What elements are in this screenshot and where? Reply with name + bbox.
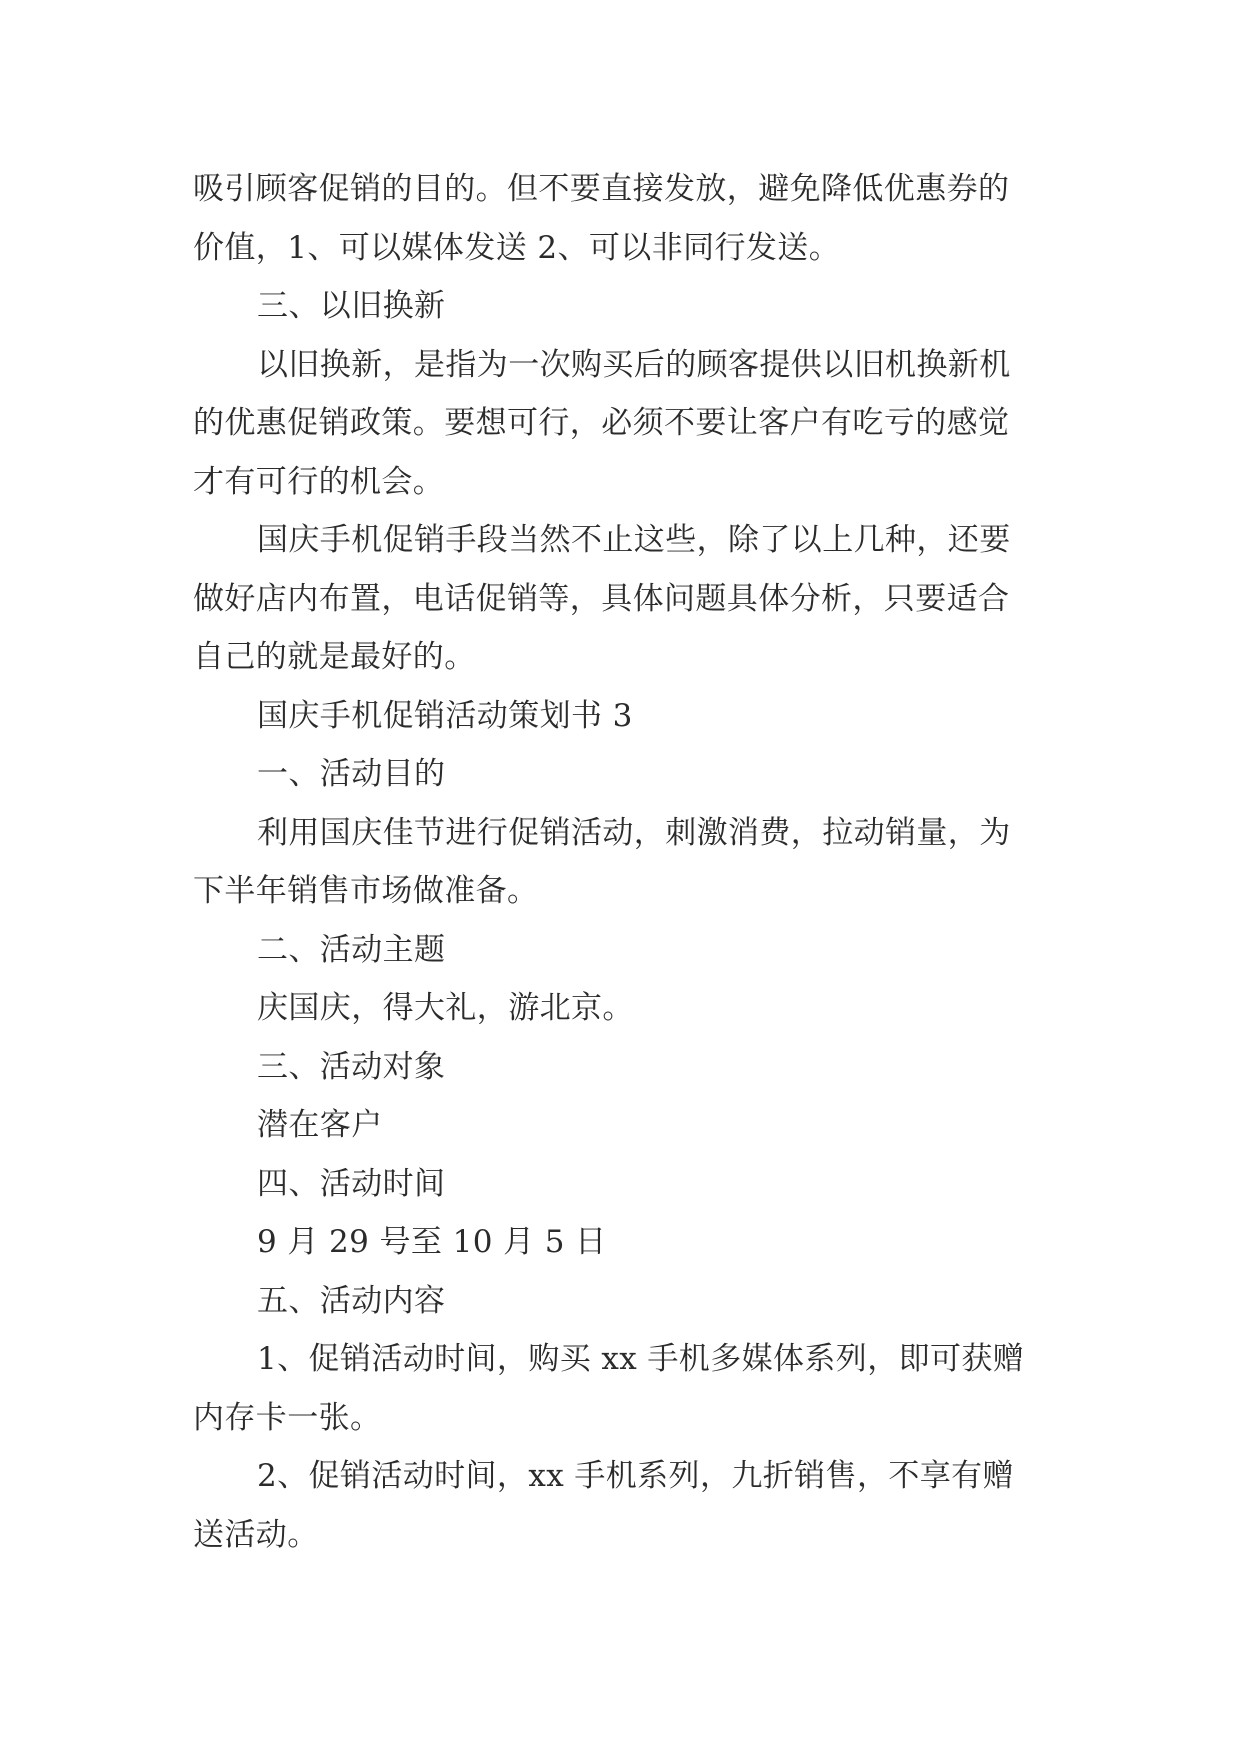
section-heading: 四、活动时间: [257, 1165, 446, 1202]
text-line: 以旧换新，是指为一次购买后的顾客提供以旧机换新机: [257, 346, 1011, 383]
document-title: 国庆手机促销活动策划书 3: [257, 697, 633, 734]
section-heading: 一、活动目的: [257, 756, 446, 792]
text-line: 的优惠促销政策。要想可行，必须不要让客户有吃亏的感觉: [193, 405, 1010, 441]
text-line: 9 月 29 号至 10 月 5 日: [257, 1224, 607, 1260]
text-line: 国庆手机促销手段当然不止这些，除了以上几种，还要: [257, 522, 1011, 558]
section-heading: 三、以旧换新: [257, 288, 446, 324]
text-line: 潜在客户: [257, 1107, 383, 1143]
text-line: 才有可行的机会。: [193, 463, 445, 500]
document-body: [193, 160, 1053, 1564]
text-line: 送活动。: [193, 1516, 319, 1553]
text-line: 下半年销售市场做准备。: [193, 873, 539, 909]
section-heading: 五、活动内容: [257, 1282, 446, 1319]
text-line: 内存卡一张。: [193, 1399, 382, 1436]
text-line: 价值，1、可以媒体发送 2、可以非同行发送。: [193, 229, 841, 266]
text-line: 利用国庆佳节进行促销活动，刺激消费，拉动销量，为: [257, 814, 1011, 851]
text-line: 1、促销活动时间，购买 xx 手机多媒体系列，即可获赠: [257, 1341, 1025, 1377]
text-line: 吸引顾客促销的目的。但不要直接发放，避免降低优惠券的: [193, 171, 1010, 207]
section-heading: 二、活动主题: [257, 931, 446, 968]
text-line: 做好店内布置，电话促销等，具体问题具体分析，只要适合: [193, 580, 1010, 617]
text-line: 庆国庆，得大礼，游北京。: [257, 990, 634, 1026]
text-line: 自己的就是最好的。: [193, 639, 476, 675]
text-line: 2、促销活动时间，xx 手机系列，九折销售，不享有赠: [257, 1458, 1014, 1494]
section-heading: 三、活动对象: [257, 1048, 446, 1085]
